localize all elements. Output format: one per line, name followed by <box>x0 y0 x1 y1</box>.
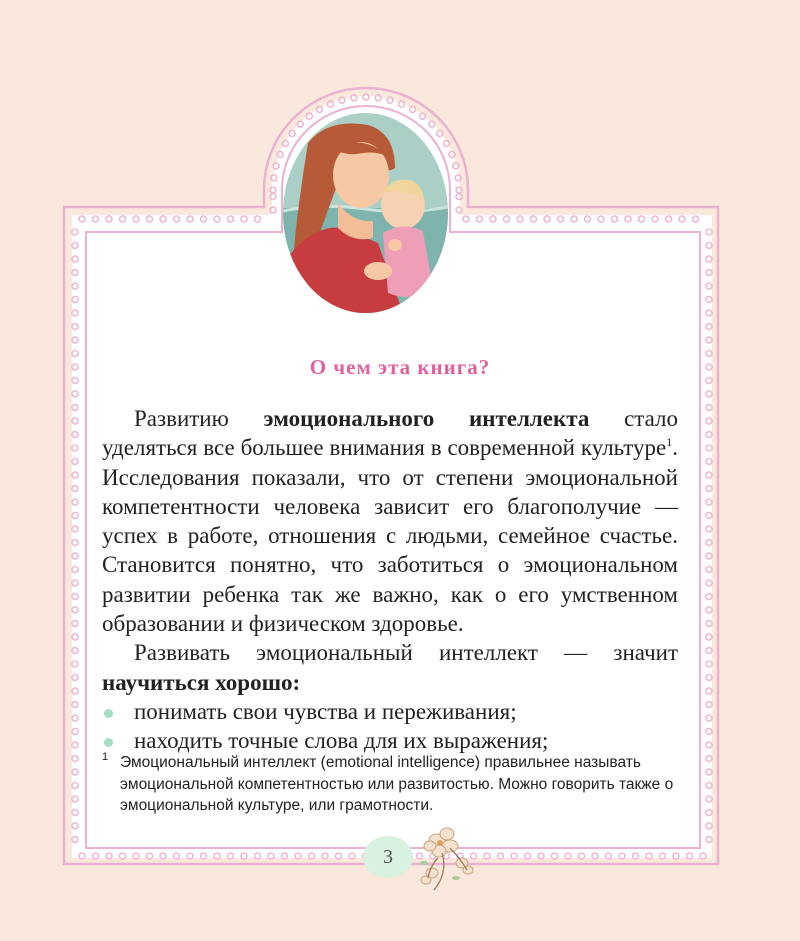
flower-decoration-icon <box>412 818 492 898</box>
illustration-mother-and-baby <box>283 113 448 313</box>
footnote-reference[interactable]: 1 <box>666 435 673 450</box>
bold-term: эмоционального интеллекта <box>263 406 590 431</box>
paragraph-skills: Развивать эмоциональный интеллект — значит научиться хорошо: <box>102 640 678 695</box>
bullet-dot-icon <box>104 738 113 747</box>
footnote <box>100 752 690 817</box>
skills-list <box>102 697 678 756</box>
bullet-dot-icon <box>104 709 113 718</box>
section-heading: О чем эта книга? <box>309 355 491 379</box>
paragraph-intro: Развитию эмоционального интеллекта стало уделяться все большее внимания в современной культуре$^1$. Исследования показали, что от степени эмоциональной компетентности человека зависит его благополучие — успех в работе, отношения с людьми, семейное счастье. Становится понятно, что заботиться о эмоциональном развитии ребенка так же важно, как о его умственном образовании и физическом здоровье. <box>102 406 678 637</box>
list-item: понимать свои чувства и переживания; <box>102 697 678 726</box>
body-text <box>102 404 678 756</box>
footnote-mark: 1 <box>102 751 109 763</box>
footnote-text: Эмоциональный интеллект (emotional intelligence) правильнее называть эмоциональной компетентностью или развитостью. Можно говорить также о эмоциональной культуре, или грамотности. <box>120 754 674 814</box>
list-item: находить точные слова для их выражения; <box>102 726 678 755</box>
page-number: 3 <box>363 836 413 878</box>
bold-phrase: научиться хорошо: <box>102 669 301 695</box>
